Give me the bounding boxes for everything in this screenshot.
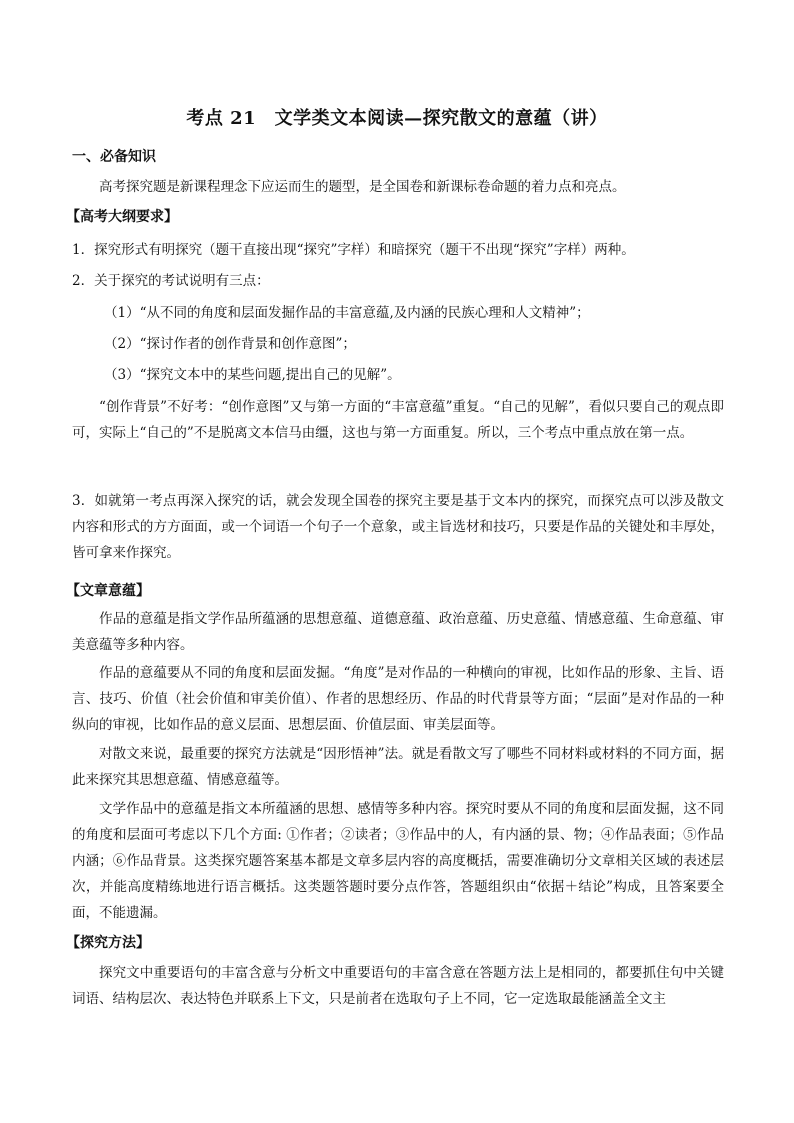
outline-item-1: 1．探究形式有明探究（题干直接出现“探究”字样）和暗探究（题干不出现“探究”字样）两种。 — [72, 242, 635, 258]
outline-paragraph: “创作背景”不好考：“创作意图”又与第一方面的“丰富意蕴”重复。“自己的见解”，看似只要自己的观点即可，实际上“自己的”不是脱离文本信马由缰，这也与第一方面重复。所以，三个考点中重点放在第一点。 — [72, 399, 724, 441]
outline-subitem-2: （2）“探讨作者的创作背景和创作意图”； — [104, 336, 356, 352]
meaning-heading: 【文章意蕴】 — [66, 583, 150, 599]
outline-heading: 【高考大纲要求】 — [66, 209, 178, 225]
outline-item-2: 2．关于探究的考试说明有三点： — [72, 273, 270, 289]
outline-subitem-3: （3）“探究文本中的某些问题,提出自己的见解”。 — [104, 367, 401, 383]
meaning-paragraph-2: 作品的意蕴要从不同的角度和层面发掘。“角度”是对作品的一种横向的审视，比如作品的形象、主旨、语言、技巧、价值（社会价值和审美价值）、作者的思想经历、作品的时代背景等方面；“层面”是对作品的一种纵向的审视，比如作品的意义层面、思想层面、价值层面、审美层面等。 — [72, 665, 724, 733]
intro-paragraph: 高考探究题是新课程理念下应运而生的题型，是全国卷和新课标卷命题的着力点和亮点。 — [99, 179, 626, 195]
document-title: 考点 21 文学类文本阅读—探究散文的意蕴（讲） — [186, 108, 608, 129]
meaning-paragraph-3: 对散文来说，最重要的探究方法就是“因形悟神”法。就是看散文写了哪些不同材料或材料的不同方面，据此来探究其思想意蕴、情感意蕴等。 — [72, 746, 724, 788]
section-heading-knowledge: 一、必备知识 — [72, 149, 156, 165]
meaning-paragraph-4: 文学作品中的意蕴是指文本所蕴涵的思想、感情等多种内容。探究时要从不同的角度和层面发掘，这不同的角度和层面可考虑以下几个方面: ①作者；②读者；③作品中的人，有内涵的景、物；④作品表面；⑤作品内涵；⑥作品背景。这类探究题答案基本都是文章多层内容的高度概括，需要准确切分文章相关区域的表述层次，并能高度精练地进行语言概括。这类题答题时要分点作答，答题组织由“依据＋结论”构成，且答案要全面，不能遗漏。 — [72, 801, 724, 921]
meaning-paragraph-1: 作品的意蕴是指文学作品所蕴涵的思想意蕴、道德意蕴、政治意蕴、历史意蕴、情感意蕴、生命意蕴、审美意蕴等多种内容。 — [72, 611, 724, 653]
method-heading: 【探究方法】 — [66, 935, 150, 951]
outline-item-3: 3．如就第一考点再深入探究的话，就会发现全国卷的探究主要是基于文本内的探究，而探究点可以涉及散文内容和形式的方方面面，或一个词语一个句子一个意象，或主旨选材和技巧，只要是作品的关键处和丰厚处，皆可拿来作探究。 — [72, 493, 724, 561]
outline-subitem-1: （1）“从不同的角度和层面发掘作品的丰富意蕴,及内涵的民族心理和人文精神”； — [104, 305, 590, 321]
method-paragraph-1: 探究文中重要语句的丰富含意与分析文中重要语句的丰富含意在答题方法上是相同的，都要抓住句中关键词语、结构层次、表达特色并联系上下文，只是前者在选取句子上不同，它一定选取最能涵盖全文主 — [72, 965, 724, 1007]
